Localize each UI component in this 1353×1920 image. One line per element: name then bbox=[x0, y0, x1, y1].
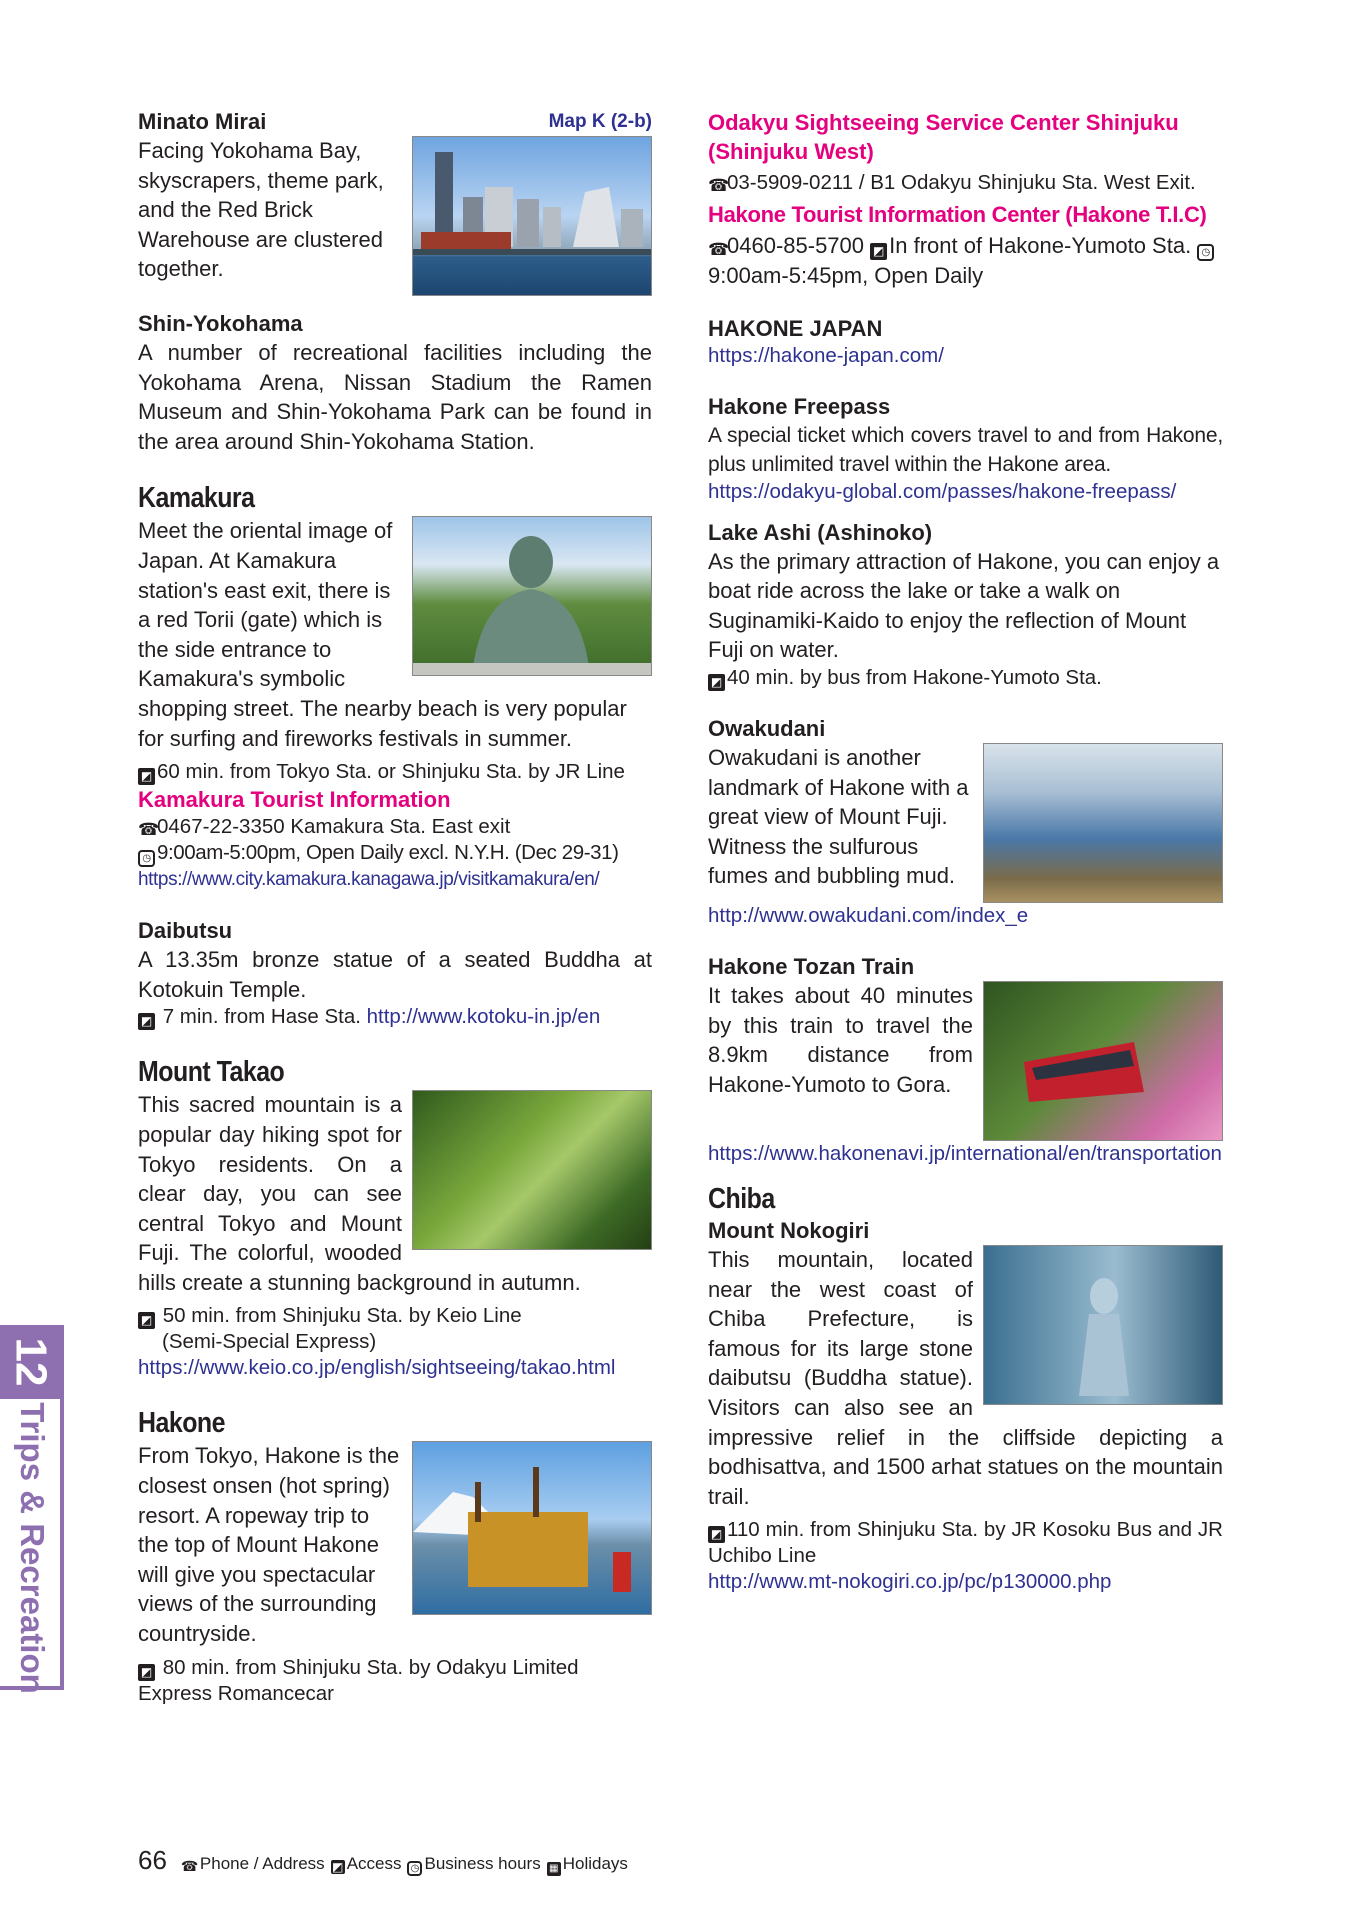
freepass-link[interactable]: https://odakyu-global.com/passes/hakone-freepass/ bbox=[708, 479, 1177, 503]
shin-yokohama-title: Shin-Yokohama bbox=[138, 311, 303, 336]
daibutsu-access: ◩ 7 min. from Hase Sta. http://www.kotoku-in.jp/en bbox=[138, 1004, 652, 1030]
ship-illustration bbox=[413, 1442, 651, 1614]
odakyu-phone: ☎03-5909-0211 / B1 Odakyu Shinjuku Sta. West Exit. bbox=[708, 171, 1196, 195]
chiba-heading: Chiba bbox=[708, 1182, 775, 1215]
legend-phone: ☎Phone / Address bbox=[180, 1854, 325, 1874]
access-icon: ◩ bbox=[332, 1860, 344, 1874]
odakyu-title: Odakyu Sightseeing Service Center Shinjuku (Shinjuku West) bbox=[708, 110, 1179, 164]
mount-takao-photo bbox=[412, 1090, 652, 1250]
page-footer bbox=[138, 1845, 634, 1876]
kamakura-phone: ☎0467-22-3350 Kamakura Sta. East exit bbox=[138, 815, 511, 840]
chapter-number: 12 bbox=[0, 1325, 60, 1399]
owakudani-section bbox=[708, 715, 1223, 929]
access-icon: ◩ bbox=[138, 1013, 155, 1030]
chapter-label: Trips & Recreation bbox=[14, 1401, 51, 1694]
tozan-link[interactable]: https://www.hakonenavi.jp/international/en/transportation bbox=[708, 1141, 1222, 1165]
lake-ashi-access: ◩ 40 min. by bus from Hakone-Yumoto Sta. bbox=[708, 665, 1223, 691]
access-icon: ◩ bbox=[138, 768, 155, 785]
left-column bbox=[138, 108, 652, 1707]
nokogiri-link[interactable]: http://www.mt-nokogiri.co.jp/pc/p130000.php bbox=[708, 1570, 1112, 1594]
phone-icon: ☎ bbox=[708, 240, 730, 259]
lake-ashi-section bbox=[708, 519, 1223, 691]
access-icon: ◩ bbox=[708, 1526, 725, 1543]
hakone-access: ◩ 80 min. from Shinjuku Sta. by Odakyu Limited Express Romancecar bbox=[138, 1655, 579, 1705]
freepass-title: Hakone Freepass bbox=[708, 393, 891, 419]
tozan-train-photo bbox=[983, 981, 1223, 1141]
owakudani-body: Owakudani is another landmark of Hakone with a great view of Mount Fuji. Witness the sulfurous fumes and bubbling mud. bbox=[708, 744, 969, 889]
hakone-japan-title: HAKONE JAPAN bbox=[708, 315, 883, 341]
kamakura-info-title: Kamakura Tourist Information bbox=[138, 787, 451, 813]
clock-icon: ◷ bbox=[1197, 244, 1214, 261]
takao-access-note: (Semi-Special Express) bbox=[162, 1330, 377, 1354]
legend-holidays: ▦ Holidays bbox=[547, 1854, 628, 1876]
access-icon: ◩ bbox=[870, 243, 887, 260]
takao-access: ◩ 50 min. from Shinjuku Sta. by Keio Line bbox=[138, 1303, 652, 1329]
kamakura-access: ◩ 60 min. from Tokyo Sta. or Shinjuku Sta. by JR Line bbox=[138, 759, 652, 785]
owakudani-title: Owakudani bbox=[708, 715, 826, 741]
minato-mirai-section bbox=[138, 108, 652, 296]
odakyu-center-section bbox=[708, 108, 1223, 291]
chiba-section bbox=[708, 1181, 1223, 1595]
lake-ashi-title: Lake Ashi (Ashinoko) bbox=[708, 519, 933, 545]
daibutsu-link[interactable]: http://www.kotoku-in.jp/en bbox=[366, 1005, 601, 1029]
hakone-japan-link[interactable]: https://hakone-japan.com/ bbox=[708, 343, 944, 367]
shin-yokohama-body: A number of recreational facilities including the Yokohama Arena, Nissan Stadium the Ramen Museum and Shin-Yokohama Park can be found in the area around Shin-Yokohama Station. bbox=[138, 340, 652, 454]
daibutsu-section bbox=[138, 917, 652, 1030]
holidays-icon: ▦ bbox=[547, 1862, 561, 1876]
hakone-heading: Hakone bbox=[138, 1407, 226, 1440]
owakudani-link[interactable]: http://www.owakudani.com/index_e bbox=[708, 903, 1029, 927]
freepass-body: A special ticket which covers travel to and from Hakone, plus unlimited travel within the Hakone area. bbox=[708, 423, 1223, 476]
owakudani-photo bbox=[983, 743, 1223, 903]
nokogiri-relief-photo bbox=[983, 1245, 1223, 1405]
clock-icon: ◷ bbox=[138, 850, 155, 867]
access-icon: ◩ bbox=[138, 1312, 155, 1329]
hakone-body: From Tokyo, Hakone is the closest onsen (hot spring) resort. A ropeway trip to the top of Mount Hakone will give you spectacular views of the surrounding countryside. bbox=[138, 1443, 400, 1647]
nokogiri-body: This mountain, located near the west coast of Chiba Prefecture, is famous for its large stone daibutsu (Buddha statue). Visitors can also see an impressive relief in the cliffside depicting a bodhisattva, and 1500 arhat statues on the mountain trail. bbox=[708, 1246, 1223, 1509]
legend-access: ◩ Access bbox=[332, 1854, 402, 1874]
hakone-japan-section bbox=[708, 315, 1223, 369]
phone-icon: ☎ bbox=[180, 1858, 199, 1874]
daibutsu-photo bbox=[412, 516, 652, 676]
relief-illustration bbox=[984, 1246, 1222, 1404]
access-icon: ◩ bbox=[138, 1664, 155, 1681]
hakone-pirate-ship-photo bbox=[412, 1441, 652, 1615]
freepass-section bbox=[708, 393, 1223, 505]
skyline-illustration bbox=[413, 137, 651, 295]
kamakura-hours: ◷ 9:00am-5:00pm, Open Daily excl. N.Y.H. (Dec 29-31) bbox=[138, 840, 652, 867]
takao-heading: Mount Takao bbox=[138, 1056, 285, 1089]
kamakura-link[interactable]: https://www.city.kamakura.kanagawa.jp/visitkamakura/en/ bbox=[138, 869, 600, 891]
tozan-section bbox=[708, 953, 1223, 1167]
phone-icon: ☎ bbox=[138, 820, 160, 840]
access-icon: ◩ bbox=[708, 674, 725, 691]
clock-icon: ◷ bbox=[407, 1861, 422, 1876]
takao-link[interactable]: https://www.keio.co.jp/english/sightseeing/takao.html bbox=[138, 1356, 616, 1380]
nokogiri-title: Mount Nokogiri bbox=[708, 1217, 870, 1243]
hakone-tic-title: Hakone Tourist Information Center (Hakone T.I.C) bbox=[708, 202, 1207, 227]
map-reference: Map K (2-b) bbox=[548, 111, 652, 132]
kamakura-section bbox=[138, 480, 652, 893]
daibutsu-body: A 13.35m bronze statue of a seated Buddha at Kotokuin Temple. bbox=[138, 947, 652, 1002]
takao-body: This sacred mountain is a popular day hiking spot for Tokyo residents. On a clear day, you can see central Tokyo and Mount Fuji. The colorful, wooded hills create a stunning background in autumn. bbox=[138, 1092, 581, 1295]
hakone-tic-details: ☎0460-85-5700 ◩ In front of Hakone-Yumoto Sta. ◷9:00am-5:45pm, Open Daily bbox=[708, 231, 1223, 291]
tozan-body: It takes about 40 minutes by this train to travel the 8.9km distance from Hakone-Yumoto to Gora. bbox=[708, 982, 973, 1097]
page-number: 66 bbox=[138, 1845, 167, 1875]
section-title bbox=[138, 108, 652, 136]
minato-title: Minato Mirai bbox=[138, 109, 267, 134]
phone-icon: ☎ bbox=[708, 176, 730, 195]
takao-section bbox=[138, 1054, 652, 1381]
daibutsu-title: Daibutsu bbox=[138, 918, 233, 944]
nokogiri-access: ◩ 110 min. from Shinjuku Sta. by JR Kosoku Bus and JR Uchibo Line bbox=[708, 1518, 1223, 1568]
lake-ashi-body: As the primary attraction of Hakone, you can enjoy a boat ride across the lake or take a walk on Suginamiki-Kaido to enjoy the reflection of Mount Fuji on water. bbox=[708, 548, 1220, 663]
shin-yokohama-section bbox=[138, 310, 652, 456]
tozan-title: Hakone Tozan Train bbox=[708, 953, 915, 979]
legend-hours: ◷ Business hours bbox=[407, 1854, 540, 1876]
kamakura-body: Meet the oriental image of Japan. At Kamakura station's east exit, there is a red Torii (gate) which is the side entrance to Kamakura's symbolic shopping street. The nearby beach is very popular for surfing and fireworks festivals in summer. bbox=[138, 518, 627, 751]
hakone-section bbox=[138, 1405, 652, 1706]
kamakura-heading: Kamakura bbox=[138, 482, 255, 515]
yokohama-skyline-photo bbox=[412, 136, 652, 296]
right-column bbox=[708, 108, 1223, 1595]
train-illustration bbox=[984, 982, 1222, 1140]
minato-body: Facing Yokohama Bay, skyscrapers, theme park, and the Red Brick Warehouse are clustered together. bbox=[138, 138, 384, 282]
buddha-illustration bbox=[413, 517, 651, 675]
